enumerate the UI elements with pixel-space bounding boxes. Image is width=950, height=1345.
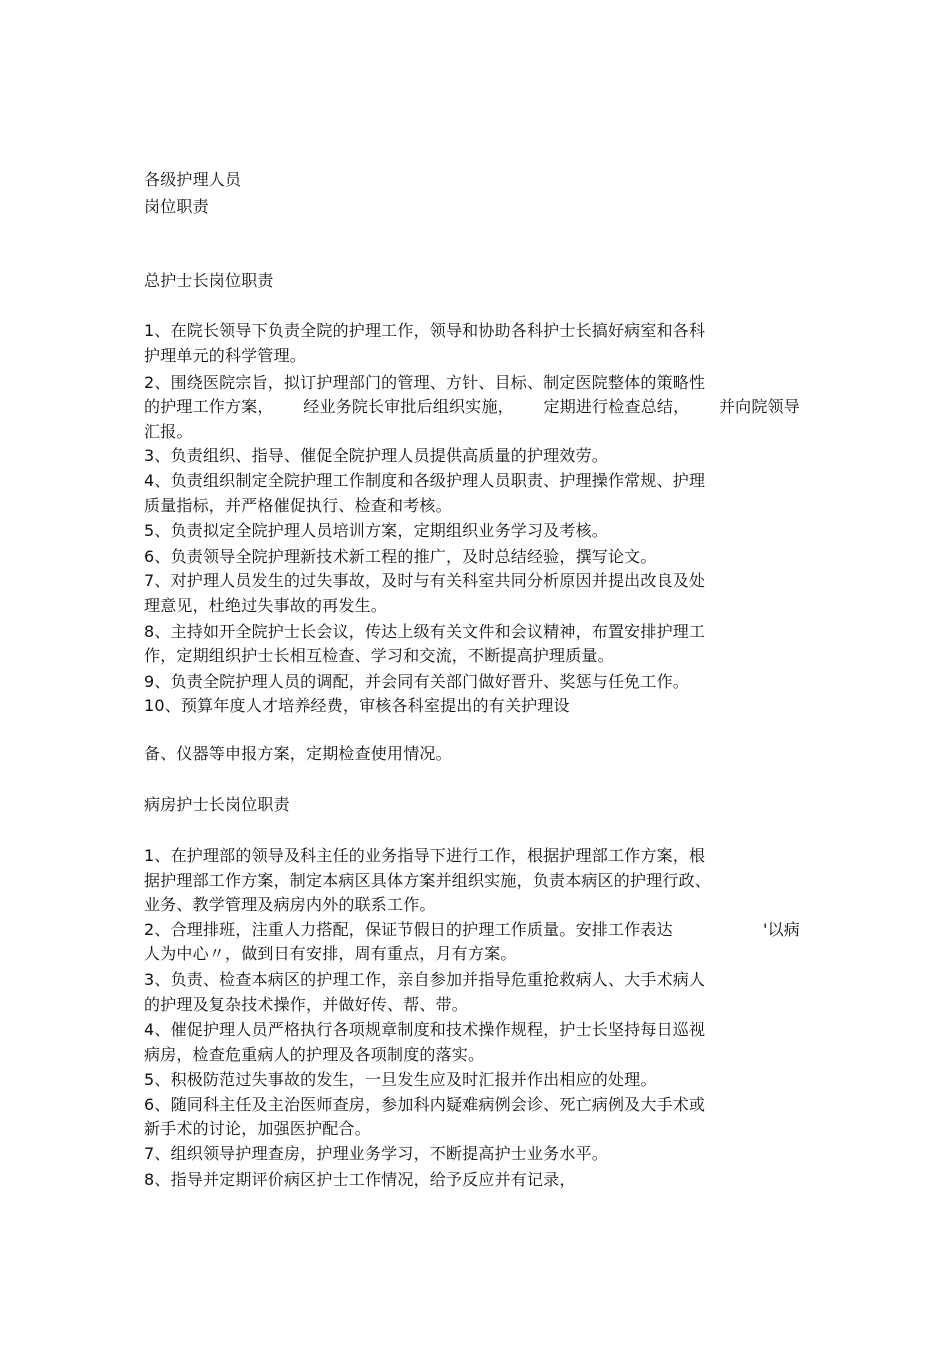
paragraph-line: 备、仪器等申报方案，定期检查使用情况。 — [144, 744, 452, 763]
paragraph-line: 2、围绕医院宗旨，拟订护理部门的管理、方针、目标、制定医院整体的策略性 — [144, 373, 706, 392]
paragraph-line — [144, 397, 800, 417]
paragraph-fragment: 的护理工作方案， — [144, 397, 274, 416]
section-heading-head-nurse: 总护士长岗位职责 — [144, 271, 274, 290]
paragraph-line: 8、主持如开全院护士长会议，传达上级有关文件和会议精神，布置安排护理工 — [144, 622, 706, 641]
paragraph-fragment: 并向院领导 — [718, 397, 800, 416]
paragraph-line: 4、负责组织制定全院护理工作制度和各级护理人员职责、护理操作常规、护理 — [144, 471, 706, 490]
paragraph-fragment: 定期进行检查总结， — [543, 397, 690, 416]
paragraph-line: 质量指标，并严格催促执行、检查和考核。 — [144, 496, 452, 515]
paragraph-line: 据护理部工作方案，制定本病区具体方案并组织实施，负责本病区的护理行政、 — [144, 871, 712, 890]
paragraph-line — [144, 920, 800, 940]
paragraph-line: 理意见，杜绝过失事故的再发生。 — [144, 596, 388, 615]
paragraph-line: 作，定期组织护士长相互检查、学习和交流，不断提高护理质量。 — [144, 646, 614, 665]
section-heading-ward-nurse: 病房护士长岗位职责 — [144, 795, 290, 814]
paragraph-line: 3、负责、检查本病区的护理工作，亲自参加并指导危重抢救病人、大手术病人 — [144, 970, 706, 989]
paragraph-line: 4、催促护理人员严格执行各项规章制度和技术操作规程，护士长坚持每日巡视 — [144, 1020, 706, 1039]
paragraph-line: 6、随同科主任及主治医师查房，参加科内疑难病例会诊、死亡病例及大手术或 — [144, 1095, 706, 1114]
paragraph-line: 1、在护理部的领导及科主任的业务指导下进行工作，根据护理部工作方案，根 — [144, 846, 706, 865]
document-title-line-1: 各级护理人员 — [144, 170, 242, 189]
paragraph-line: 5、负责拟定全院护理人员培训方案，定期组织业务学习及考核。 — [144, 521, 608, 540]
paragraph-fragment: 经业务院长审批后组织实施， — [303, 397, 514, 416]
paragraph-line: 8、指导并定期评价病区护士工作情况，给予反应并有记录， — [144, 1170, 576, 1189]
paragraph-line: 的护理及复杂技术操作，并做好传、帮、带。 — [144, 995, 469, 1014]
paragraph-line: 7、对护理人员发生的过失事故，及时与有关科室共同分析原因并提出改良及处 — [144, 571, 706, 590]
paragraph-fragment: 2、合理排班，注重人力搭配，保证节假日的护理工作质量。安排工作表达 — [144, 920, 673, 939]
paragraph-line: 新手术的讨论，加强医护配合。 — [144, 1119, 371, 1138]
paragraph-line: 业务、教学管理及病房内外的联系工作。 — [144, 895, 436, 914]
document-title-line-2: 岗位职责 — [144, 197, 209, 216]
paragraph-line: 汇报。 — [144, 422, 193, 441]
paragraph-line: 6、负责领导全院护理新技术新工程的推广，及时总结经验，撰写论文。 — [144, 547, 657, 566]
paragraph-line: 3、负责组织、指导、催促全院护理人员提供高质量的护理效劳。 — [144, 446, 608, 465]
paragraph-line: 护理单元的科学管理。 — [144, 346, 307, 365]
paragraph-line: 1、在院长领导下负责全院的护理工作，领导和协助各科护士长搞好病室和各科 — [144, 321, 706, 340]
paragraph-line: 人为中心〃，做到日有安排，周有重点，月有方案。 — [144, 944, 517, 963]
paragraph-line: 5、积极防范过失事故的发生，一旦发生应及时汇报并作出相应的处理。 — [144, 1070, 657, 1089]
paragraph-fragment: '以病 — [763, 920, 800, 939]
paragraph-line: 病房，检查危重病人的护理及各项制度的落实。 — [144, 1045, 485, 1064]
paragraph-line: 7、组织领导护理查房，护理业务学习，不断提高护士业务水平。 — [144, 1144, 608, 1163]
paragraph-line: 9、负责全院护理人员的调配，并会同有关部门做好晋升、奖惩与任免工作。 — [144, 672, 689, 691]
paragraph-line: 10、预算年度人才培养经费，审核各科室提出的有关护理设 — [144, 696, 570, 715]
